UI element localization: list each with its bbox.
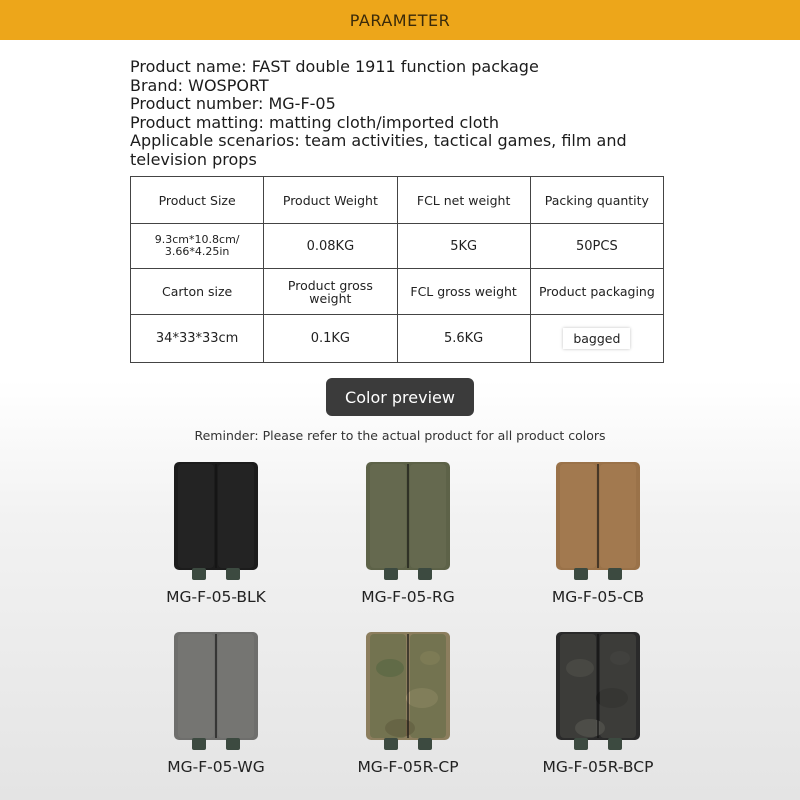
product-code: MG-F-05R-CP: [357, 758, 459, 776]
table-row: [131, 269, 664, 315]
value-cell: 34*33*33cm: [131, 315, 264, 363]
ranger-green-pouch-icon: [360, 458, 456, 586]
black-pouch-icon: [168, 458, 264, 586]
parameter-banner: [0, 0, 800, 40]
applicable-scenarios: Applicable scenarios: team activities, tactical games, film and television props: [130, 131, 627, 169]
value-cell: 5KG: [397, 224, 530, 269]
header-cell: Product gross weight: [264, 269, 397, 315]
header-cell: FCL gross weight: [397, 269, 530, 315]
header-cell: Product packaging: [530, 269, 663, 315]
parameter-table: [130, 176, 664, 363]
value-cell: 0.1KG: [264, 315, 397, 363]
header-cell: FCL net weight: [397, 177, 530, 224]
product-code: MG-F-05-WG: [167, 758, 265, 776]
value-cell: [530, 315, 663, 363]
value-cell: 0.08KG: [264, 224, 397, 269]
multicam-black-pouch-icon: [550, 628, 646, 756]
product-code: MG-F-05-BLK: [166, 588, 266, 606]
product-item: [116, 458, 316, 606]
product-info: [130, 58, 690, 169]
product-item: [308, 458, 508, 606]
product-code: MG-F-05R-BCP: [542, 758, 654, 776]
header-cell: Packing quantity: [530, 177, 663, 224]
value-cell: 50PCS: [530, 224, 663, 269]
packaging-label: bagged: [563, 328, 630, 349]
table-row: [131, 177, 664, 224]
coyote-brown-pouch-icon: [550, 458, 646, 586]
product-name: Product name: FAST double 1911 function package: [130, 57, 539, 76]
product-code: MG-F-05-RG: [361, 588, 455, 606]
value-cell: 5.6KG: [397, 315, 530, 363]
multicam-pouch-icon: [360, 628, 456, 756]
product-material: Product matting: matting cloth/imported cloth: [130, 112, 499, 132]
header-cell: Product Weight: [264, 177, 397, 224]
banner-title: PARAMETER: [349, 10, 451, 30]
table-row: [131, 315, 664, 363]
product-item: [116, 628, 316, 776]
header-cell: Carton size: [131, 269, 264, 315]
product-code: MG-F-05-CB: [551, 588, 645, 606]
product-item: [308, 628, 508, 776]
color-preview-button[interactable]: Color preview: [326, 378, 474, 416]
product-item: [498, 628, 698, 776]
brand: Brand: WOSPORT: [130, 75, 269, 95]
product-item: [498, 458, 698, 606]
wolf-grey-pouch-icon: [168, 628, 264, 756]
header-cell: Product Size: [131, 177, 264, 224]
product-number: Product number: MG-F-05: [130, 94, 336, 113]
value-cell: 9.3cm*10.8cm/ 3.66*4.25in: [131, 224, 264, 269]
color-reminder: Reminder: Please refer to the actual product for all product colors: [194, 428, 606, 443]
table-row: [131, 224, 664, 269]
